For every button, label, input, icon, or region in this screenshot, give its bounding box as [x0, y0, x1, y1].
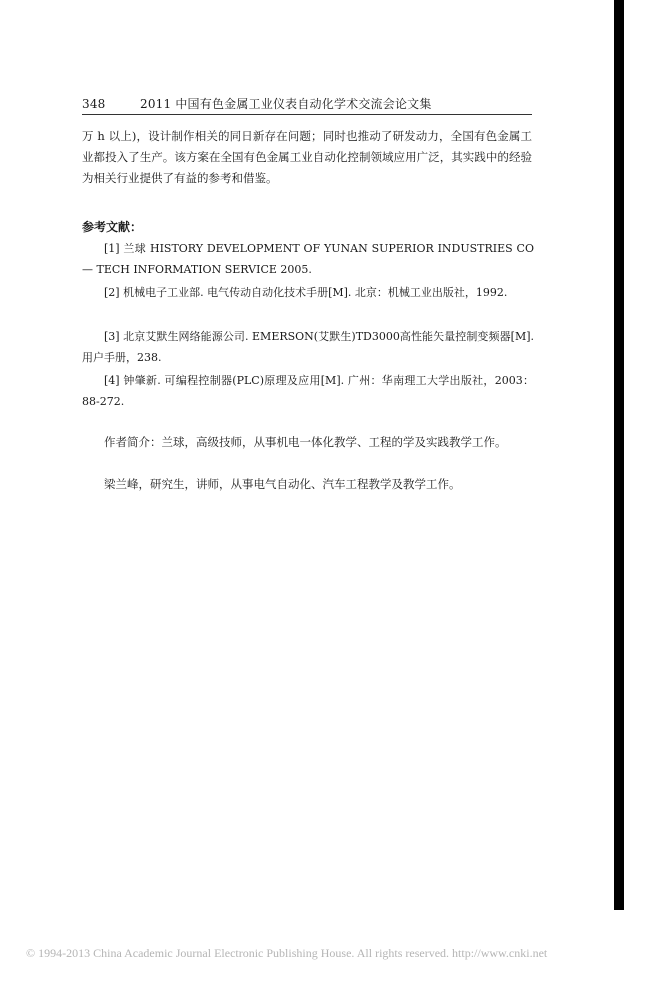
- references-heading: 参考文献：: [82, 220, 143, 234]
- reference-item: [3] 北京艾默生网络能源公司. EMERSON(艾默生)TD3000高性能矢量控制变频器[M]. 用户手册，238.: [82, 330, 534, 364]
- author-bio: 梁兰峰，研究生，讲师，从事电气自动化、汽车工程教学及教学工作。: [104, 477, 461, 491]
- copyright-notice: © 1994-2013 China Academic Journal Electronic Publishing House. All rights reserved. http://www.cnki.net: [26, 946, 548, 960]
- scan-edge-bar: [614, 0, 624, 910]
- header-rule: [82, 114, 532, 115]
- reference-item: [2] 机械电子工业部. 电气传动自动化技术手册[M]. 北京：机械工业出版社，1992.: [104, 286, 508, 299]
- page-number: 348: [82, 97, 106, 111]
- running-header: [82, 95, 530, 112]
- reference-item: [4] 钟肇新. 可编程控制器(PLC)原理及应用[M]. 广州：华南理工大学出版社，2003：88-272.: [82, 374, 534, 408]
- author-bio: 作者简介：兰球，高级技师，从事机电一体化教学、工程的学及实践教学工作。: [104, 435, 507, 449]
- body-paragraph: 万 h 以上)，设计制作相关的同日新存在问题；同时也推动了研发动力，全国有色金属工业都投入了生产。该方案在全国有色金属工业自动化控制领域应用广泛，其实践中的经验为相关行业提供了有益的参考和借鉴。: [82, 129, 532, 185]
- reference-item: [1] 兰球 HISTORY DEVELOPMENT OF YUNAN SUPERIOR INDUSTRIES CO — TECH INFORMATION SERVICE 2005.: [82, 242, 534, 276]
- journal-title: 2011 中国有色金属工业仪表自动化学术交流会论文集: [140, 97, 432, 111]
